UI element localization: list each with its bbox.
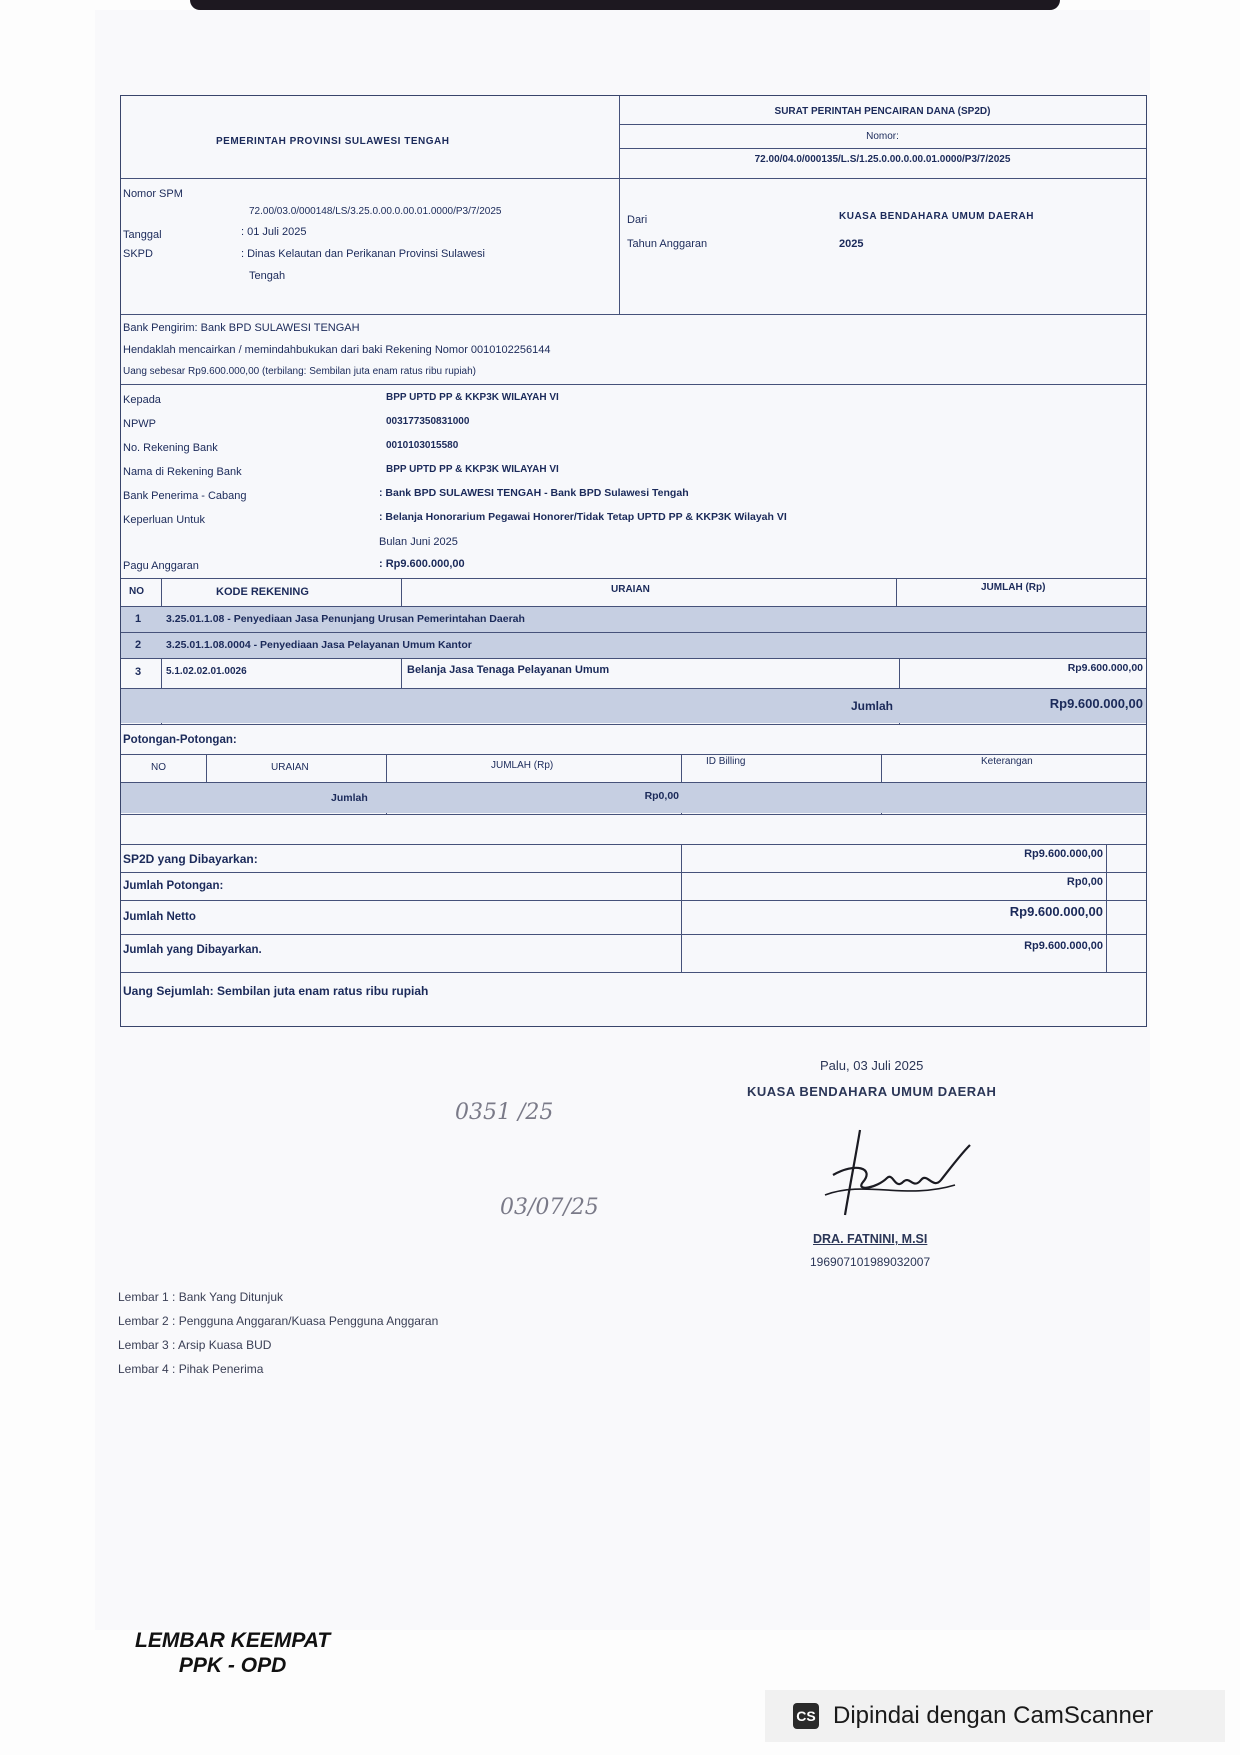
nomor-spm-value: 72.00/03.0/000148/LS/3.25.0.00.0.00.01.0000/P3/7/2025 [249, 206, 502, 217]
sp2d-dibayarkan-value: Rp9.600.000,00 [1024, 848, 1103, 860]
npwp-value: 003177350831000 [386, 416, 470, 427]
jumlah-potongan-value: Rp0,00 [1066, 876, 1103, 888]
camscanner-text: Dipindai dengan CamScanner [833, 1702, 1154, 1729]
npwp-label: NPWP [123, 418, 156, 430]
divider [401, 658, 402, 688]
divider [121, 872, 1146, 873]
dari-label: Dari [627, 214, 648, 226]
potongan-col-uraian: URAIAN [271, 762, 309, 773]
potongan-col-no: NO [151, 762, 166, 773]
divider [121, 384, 1146, 385]
lembar-stamp-line1: LEMBAR KEEMPAT [135, 1629, 331, 1652]
pagu-value: : Rp9.600.000,00 [379, 558, 465, 570]
distribution-3: Lembar 3 : Arsip Kuasa BUD [118, 1338, 272, 1352]
kepada-value: BPP UPTD PP & KKP3K WILAYAH VI [386, 392, 559, 403]
divider [681, 844, 682, 972]
col-jumlah: JUMLAH (Rp) [981, 582, 1046, 593]
jumlah-netto-label: Jumlah Netto [123, 911, 196, 923]
divider [121, 754, 1146, 755]
instruction-text: Hendaklah mencairkan / memindahbukukan dari baki Rekening Nomor 0010102256144 [123, 344, 551, 356]
col-kode: KODE REKENING [216, 586, 309, 598]
row-3-uraian: Belanja Jasa Tenaga Pelayanan Umum [407, 664, 610, 676]
row-2-kode: 3.25.01.1.08.0004 - Penyediaan Jasa Pelayanan Umum Kantor [166, 639, 472, 651]
row-1-kode: 3.25.01.1.08 - Penyediaan Jasa Penunjang Urusan Pemerintahan Daerah [166, 613, 525, 625]
lembar-stamp [135, 1628, 330, 1678]
divider [121, 900, 1146, 901]
jumlah-potongan-label: Jumlah Potongan: [123, 880, 224, 892]
row-3-no: 3 [135, 666, 142, 678]
amount-text: Uang sebesar Rp9.600.000,00 (terbilang: Sembilan juta enam ratus ribu rupiah) [123, 366, 476, 377]
government-title: PEMERINTAH PROVINSI SULAWESI TENGAH [216, 136, 450, 147]
nama-rekening-label: Nama di Rekening Bank [123, 466, 242, 478]
nomor-label: Nomor: [866, 131, 899, 142]
camscanner-watermark [765, 1690, 1225, 1742]
handwritten-note: 0351 /25 [455, 1100, 554, 1125]
pagu-label: Pagu Anggaran [123, 560, 199, 572]
row-1-no: 1 [135, 613, 142, 625]
skpd-label: SKPD [123, 248, 153, 260]
divider [121, 658, 1146, 659]
rekening-value: 0010103015580 [386, 440, 459, 451]
potongan-total-value: Rp0,00 [644, 790, 679, 802]
divider [121, 578, 1146, 579]
distribution-1: Lembar 1 : Bank Yang Ditunjuk [118, 1290, 283, 1304]
keperluan-value: : Belanja Honorarium Pegawai Honorer/Tidak Tetap UPTD PP & KKP3K Wilayah VI [379, 511, 787, 523]
divider [401, 578, 402, 606]
lembar-stamp-line2: PPK - OPD [178, 1654, 287, 1677]
bank-penerima-value: : Bank BPD SULAWESI TENGAH - Bank BPD Sulawesi Tengah [379, 487, 689, 499]
tanggal-value: : 01 Juli 2025 [241, 226, 307, 238]
jumlah-netto-value: Rp9.600.000,00 [1009, 904, 1103, 919]
divider [121, 814, 1146, 815]
terbilang: Uang Sejumlah: Sembilan juta enam ratus ribu rupiah [123, 984, 429, 998]
bank-pengirim: Bank Pengirim: Bank BPD SULAWESI TENGAH [123, 322, 360, 334]
divider [121, 934, 1146, 935]
tahun-value: 2025 [839, 238, 864, 250]
scan-top-edge [190, 0, 1060, 10]
divider [619, 148, 1146, 149]
signer-nip: 196907101989032007 [810, 1255, 931, 1269]
divider [121, 844, 1146, 845]
tanggal-label: Tanggal [123, 229, 162, 241]
jumlah-dibayarkan-label: Jumlah yang Dibayarkan. [123, 944, 262, 956]
nomor-spm-label: Nomor SPM [123, 188, 183, 200]
row-2-no: 2 [135, 639, 142, 651]
divider [206, 754, 207, 782]
tahun-label: Tahun Anggaran [627, 238, 708, 250]
nama-rekening-value: BPP UPTD PP & KKP3K WILAYAH VI [386, 464, 559, 475]
row-3-kode: 5.1.02.02.01.0026 [166, 666, 247, 677]
header-divider [619, 96, 620, 314]
col-no: NO [129, 586, 144, 597]
kepada-label: Kepada [123, 394, 161, 406]
sp2d-title: SURAT PERINTAH PENCAIRAN DANA (SP2D) [774, 106, 991, 117]
signature-title: KUASA BENDAHARA UMUM DAERAH [747, 1084, 997, 1099]
camscanner-logo-icon: CS [793, 1703, 819, 1729]
divider [896, 578, 897, 606]
signature-icon [815, 1120, 985, 1230]
keperluan-label: Keperluan Untuk [123, 514, 205, 526]
rekening-label: No. Rekening Bank [123, 442, 218, 454]
skpd-value-line2: Tengah [249, 270, 286, 282]
potongan-title: Potongan-Potongan: [123, 734, 237, 746]
total-label: Jumlah [851, 699, 894, 713]
divider [121, 314, 1146, 315]
signature-place-date: Palu, 03 Juli 2025 [820, 1058, 924, 1073]
keperluan-value-line2: Bulan Juni 2025 [379, 536, 458, 548]
bank-penerima-label: Bank Penerima - Cabang [123, 490, 247, 502]
potongan-total-label: Jumlah [331, 792, 368, 804]
divider [1106, 844, 1107, 972]
dari-value: KUASA BENDAHARA UMUM DAERAH [839, 211, 1034, 222]
distribution-2: Lembar 2 : Pengguna Anggaran/Kuasa Pengguna Anggaran [118, 1314, 439, 1328]
distribution-4: Lembar 4 : Pihak Penerima [118, 1362, 264, 1376]
divider [619, 124, 1146, 125]
row-3-jumlah: Rp9.600.000,00 [1067, 662, 1143, 674]
sp2d-number: 72.00/04.0/000135/L.S/1.25.0.00.0.00.01.0000/P3/7/2025 [754, 154, 1011, 165]
skpd-value: : Dinas Kelautan dan Perikanan Provinsi Sulawesi [241, 248, 485, 260]
divider [121, 972, 1146, 973]
potongan-col-keterangan: Keterangan [981, 756, 1033, 767]
sp2d-form [120, 95, 1147, 1027]
sp2d-dibayarkan-label: SP2D yang Dibayarkan: [123, 852, 258, 866]
potongan-col-billing: ID Billing [706, 756, 746, 767]
jumlah-dibayarkan-value: Rp9.600.000,00 [1024, 940, 1103, 952]
col-uraian: URAIAN [611, 584, 650, 595]
divider [121, 724, 1146, 725]
signer-name: DRA. FATNINI, M.SI [813, 1232, 928, 1246]
divider [121, 178, 1146, 179]
handwritten-date: 03/07/25 [500, 1195, 599, 1220]
total-value: Rp9.600.000,00 [1049, 696, 1143, 711]
potongan-col-jumlah: JUMLAH (Rp) [491, 760, 554, 771]
